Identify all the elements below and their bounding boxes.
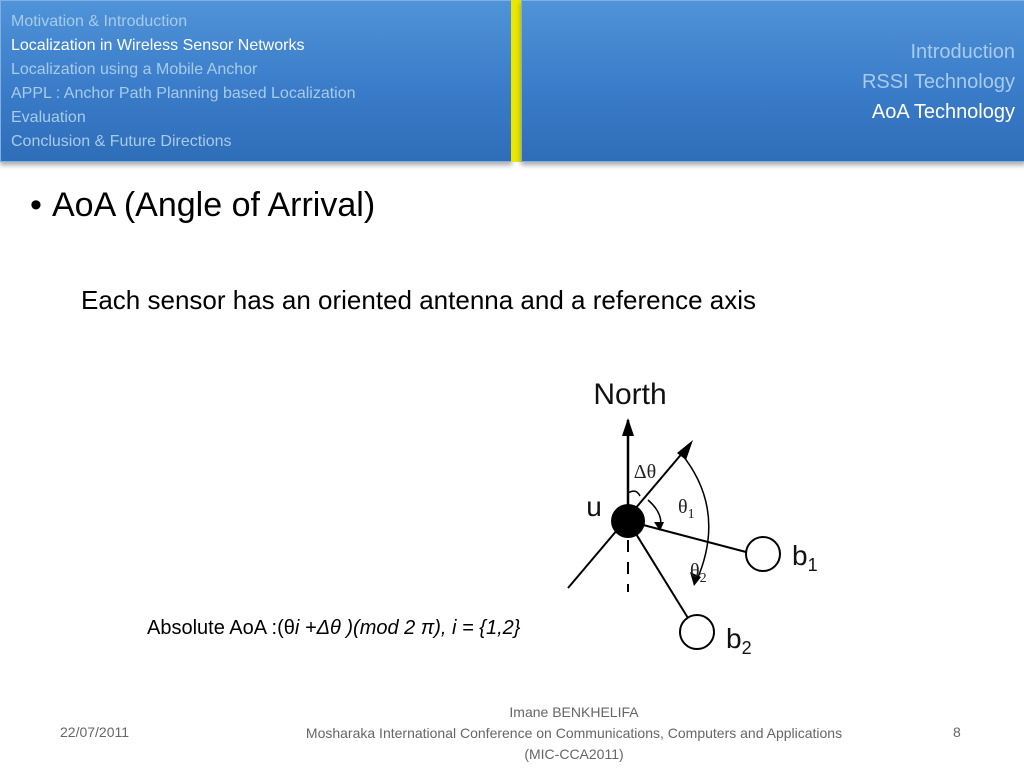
footer-conference: Mosharaka International Conference on Communications, Computers and Applications [305, 725, 843, 741]
footer-author: Imane BENKHELIFA [509, 704, 639, 720]
formula-prefix: Absolute AoA :(θ [147, 617, 295, 639]
absolute-aoa-formula [147, 617, 520, 640]
footer-conference-acronym: (MIC-CCA2011) [524, 746, 624, 762]
line-to-b1 [628, 521, 746, 552]
node-b1 [746, 537, 780, 571]
header-right-panel [521, 0, 1024, 162]
node-u-label: u [586, 491, 602, 522]
subsection-nav [862, 37, 1015, 127]
theta2-label [690, 560, 707, 586]
nav-item-evaluation[interactable]: Evaluation [11, 109, 86, 126]
nav-item-appl[interactable]: APPL : Anchor Path Planning based Localization [11, 85, 356, 102]
north-label: North [593, 378, 667, 411]
formula-italic: i +Δθ )(mod 2 π), i = {1,2} [294, 617, 521, 639]
section-nav [11, 10, 356, 154]
b2-subscript: 2 [741, 638, 752, 658]
delta-theta-label: Δθ [633, 461, 657, 483]
nav-item-motivation[interactable]: Motivation & Introduction [11, 13, 188, 30]
header-divider [511, 0, 521, 162]
node-b2 [680, 615, 714, 649]
b1-subscript: 1 [807, 555, 818, 575]
theta2-symbol: θ [690, 560, 700, 582]
node-b1-label [792, 540, 818, 575]
b2-letter: b [726, 623, 742, 654]
nav-item-mobile-anchor[interactable]: Localization using a Mobile Anchor [11, 61, 258, 78]
subnav-item-aoa[interactable]: AoA Technology [871, 101, 1015, 123]
subnav-item-rssi[interactable]: RSSI Technology [861, 71, 1015, 93]
theta2-subscript: 2 [699, 571, 707, 586]
bullet-text: AoA (Angle of Arrival) [52, 186, 376, 224]
footer-center [262, 702, 886, 765]
subnav-item-introduction[interactable]: Introduction [910, 41, 1015, 63]
bullet-mark: • [30, 186, 42, 224]
b1-letter: b [792, 540, 808, 571]
header-left-panel [0, 0, 512, 162]
node-u [611, 504, 645, 538]
node-b2-label [726, 623, 752, 658]
nav-item-localization-wsn[interactable]: Localization in Wireless Sensor Networks [11, 37, 305, 54]
aoa-diagram [540, 360, 860, 670]
delta-theta-arc [628, 491, 640, 496]
theta1-symbol: θ [678, 496, 688, 518]
footer-date: 22/07/2011 [60, 724, 130, 740]
page-number: 8 [953, 724, 961, 740]
north-arrowhead [622, 418, 634, 436]
body-text: Each sensor has an oriented antenna and a reference axis [81, 285, 757, 315]
bullet-point [30, 186, 375, 225]
nav-item-conclusion[interactable]: Conclusion & Future Directions [11, 133, 232, 150]
theta1-label [678, 496, 695, 522]
theta1-subscript: 1 [687, 507, 695, 522]
line-to-b2 [628, 521, 688, 618]
